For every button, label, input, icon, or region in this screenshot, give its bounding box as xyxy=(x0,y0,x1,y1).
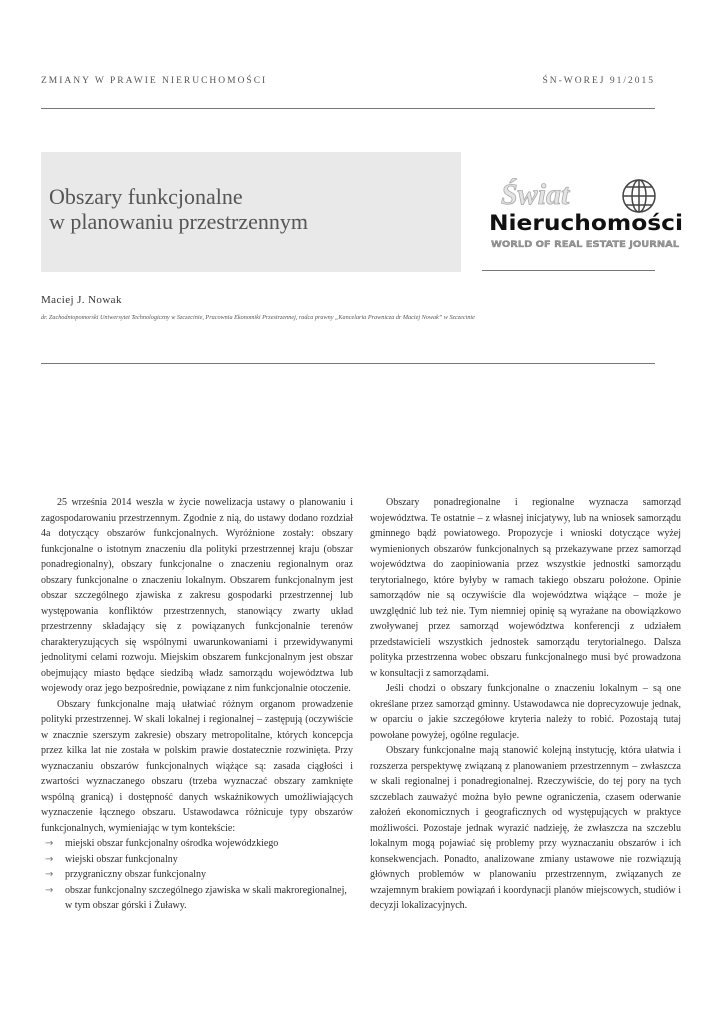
journal-logo-graphic xyxy=(487,176,687,256)
list-item xyxy=(41,836,353,852)
list-item-text: obszar funkcjonalny szczególnego zjawiska w skali makroregionalnej, w tym obszar górski i Żuławy. xyxy=(65,884,347,911)
list-item xyxy=(41,867,353,883)
arrow-icon: → xyxy=(45,884,54,896)
body-paragraph: Obszary funkcjonalne mają stanowić kolejną instytucję, która ułatwia i rozszerza perspektywę związaną z planowaniem przestrzennym – zwłaszcza w skali regionalnej i ponadregionalnej. Rzeczywiście, do tej pory na tych szczeblach zauważyć można było pewne ograniczenia, czasem oderwanie założeń ekonomicznych i geograficznych od występujących w praktyce możliwości. Pozostaje jednak wyrazić nadzieję, że zwłaszcza na szczeblu lokalnym mogą pojawiać się problemy przy wyznaczaniu obszarów i ich konsekwencjach. Ponadto, analizowane zmiany ustawowe nie rozwiązują głównych problemów w planowaniu przestrzennym, związanych ze wzajemnym brakiem powiązań i koordynacji planów miejscowych, studiów i decyzji lokalizacyjnych. xyxy=(370,745,681,911)
logo-rule xyxy=(482,270,655,271)
logo-text-nieruchomosci: Nieruchomości xyxy=(489,211,683,235)
list-item-text: przygraniczny obszar funkcjonalny xyxy=(65,869,207,880)
list-item-text: wiejski obszar funkcjonalny xyxy=(65,853,178,865)
globe-icon xyxy=(623,180,655,212)
list-item xyxy=(41,852,353,868)
running-head-issue: ŚN-WOREJ 91/2015 xyxy=(542,76,655,86)
list-item xyxy=(41,883,353,914)
body-paragraph: 25 września 2014 weszła w życie nowelizacja ustawy o planowaniu i zagospodarowaniu przestrzennym. Zgodnie z nią, do ustawy dodano rozdział 4a dotyczący obszarów funkcjonalnych. Wyróżnione zostały: obszary funkcjonalne o istotnym znaczeniu dla polityki przestrzennej kraju (obszar ponadregionalny), obszary funkcjonalne o znaczeniu regionalnym oraz obszary funkcjonalne o znaczeniu lokalnym. Obszarem funkcjonalnym jest obszar szczególnego zjawiska z zakresu gospodarki przestrzennej lub występowania konfliktów przestrzennych, stanowiący zwarty układ przestrzenny składający się z powiązanych funkcjonalnie terenów charakteryzujących się wspólnymi uwarunkowaniami i przewidywanymi jednolitymi celami rozwoju. Miejskim obszarem funkcjonalnym jest obszar obejmujący miasto będące siedzibą władz samorządu województwa lub wojewody oraz jego bezpośrednie, powiązane z nim funkcjonalnie otoczenie. xyxy=(41,497,353,694)
header-rule xyxy=(41,108,655,109)
body-column-right xyxy=(370,495,681,914)
arrow-icon: → xyxy=(45,838,54,849)
body-paragraph: Jeśli chodzi o obszary funkcjonalne o znaczeniu lokalnym – są one określane przez samorząd gminny. Ustawodawca nie doprecyzowuje jednak, w oparciu o jakie szczegółowe kryteria należy to robić. Pozostają tutaj powołane powyżej, ogólne regulacje. xyxy=(370,683,681,741)
arrow-icon: → xyxy=(45,853,54,865)
body-column-left xyxy=(41,495,353,914)
logo-text-swiat: Świat xyxy=(501,178,570,211)
article-title-line-1: Obszary funkcjonalne xyxy=(49,184,243,209)
article-title-line-2: w planowaniu przestrzennym xyxy=(49,209,309,234)
area-types-list xyxy=(41,836,353,914)
body-paragraph: Obszary funkcjonalne mają ułatwiać różnym organom prowadzenie polityki przestrzennej. W skali lokalnej i regionalnej – zastępują (oczywiście w znacznie szerszym zakresie) obszary metropolitalne, których koncepcja przez kilka lat nie została w polskim prawie dostatecznie rozwinięta. Przy wyznaczaniu obszarów funkcjonalnych wiążące są: zasada ciągłości i zwartości wyznaczanego obszaru (trzeba wyznaczać obszary zamknięte wspólną granicą) i dostępność danych wskaźnikowych umożliwiających wyznaczenie łącznego obszaru. Ustawodawca różnicuje typy obszarów funkcjonalnych, wymieniając w tym kontekście: xyxy=(41,698,353,834)
logo-text-subtitle: WORLD OF REAL ESTATE JOURNAL xyxy=(491,240,680,250)
article-title xyxy=(49,184,308,234)
journal-logo xyxy=(487,176,687,256)
author-name: Maciej J. Nowak xyxy=(41,294,122,306)
list-item-text: miejski obszar funkcjonalny ośrodka wojewódzkiego xyxy=(65,838,279,849)
running-head-section: ZMIANY W PRAWIE NIERUCHOMOŚCI xyxy=(41,76,268,86)
body-paragraph: Obszary ponadregionalne i regionalne wyznacza samorząd województwa. Te ostatnie – z własnej inicjatywy, lub na wniosek samorządu gminnego bądź powiatowego. Propozycje i wnioski dotyczące wyżej wymienionych obszarów funkcjonalnych są przekazywane przez samorząd województwa do zaopiniowania przez wszystkie jednostki samorządu terytorialnego, które byłyby w ramach takiego obszaru położone. Opinie samorządów nie są oczywiście dla województwa wiążące – może je uwzględnić lub też nie. Tym niemniej opinię są wyrażane na obowiązkowo zwoływanej przez samorząd województwa konferencji z udziałem przedstawicieli wszystkich jednostek samorządu terytorialnego. Dalsza polityka przestrzenna wobec obszaru funkcjonalnego musi być prowadzona w konsultacji z samorządami. xyxy=(370,497,681,679)
title-box xyxy=(41,152,461,272)
author-affiliation: dr. Zachodniopomorski Uniwersytet Technologiczny w Szczecinie, Pracownia Ekonomiki Przestrzennej, radca prawny „Kancelaria Prawnicza dr Maciej Nowak” w Szczecinie xyxy=(41,314,475,321)
author-rule xyxy=(41,363,655,364)
arrow-icon: → xyxy=(45,869,54,880)
